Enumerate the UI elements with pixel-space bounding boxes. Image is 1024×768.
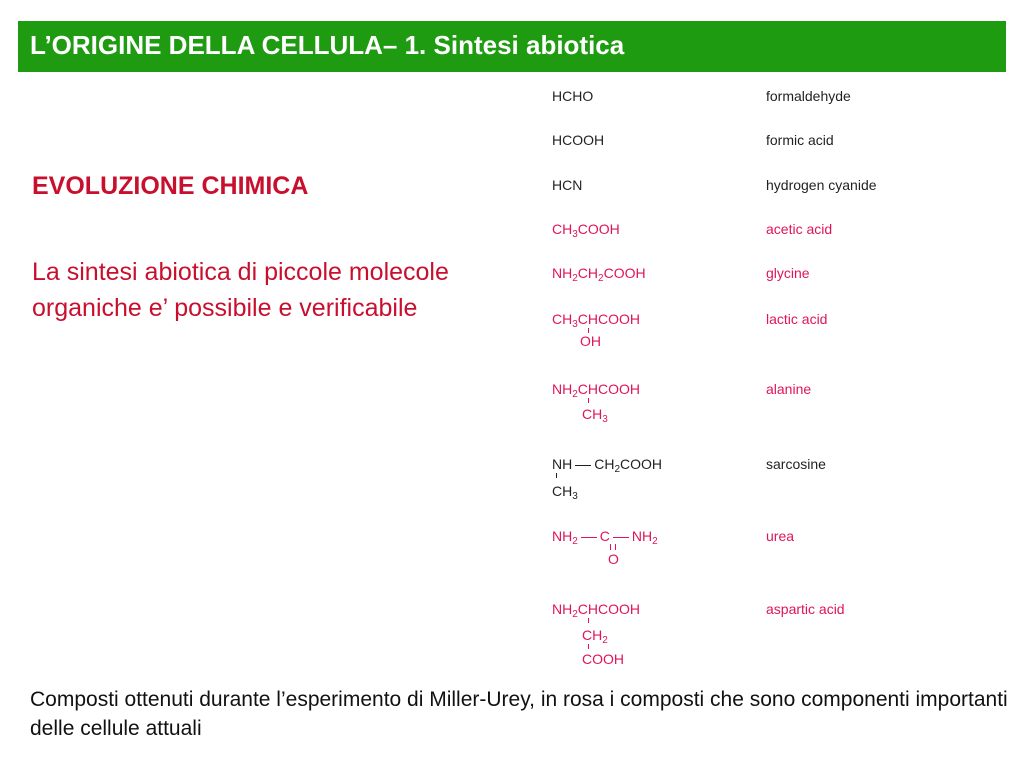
- bond-line: [613, 537, 629, 538]
- single-bond: [588, 618, 589, 623]
- formula-line: $NH_2$ C $NH_2$: [552, 528, 658, 547]
- formula-line: HCN: [552, 177, 583, 193]
- section-heading: EVOLUZIONE CHIMICA: [32, 172, 309, 200]
- formula-line: NH $CH_2COOH$: [552, 456, 663, 475]
- compound-name: formic acid: [766, 132, 834, 148]
- body-text: La sintesi abiotica di piccole molecole organiche e’ possibile e verificabile: [32, 258, 449, 322]
- formula-line: $NH_2CHCOOH$: [552, 381, 641, 400]
- bond-line: [581, 537, 597, 538]
- formula-line: $CH_3$: [582, 406, 608, 425]
- formula-line: HCHO: [552, 88, 594, 104]
- single-bond: [588, 398, 589, 403]
- formula-line: $CH_3COOH$: [552, 221, 620, 240]
- double-bond: [610, 544, 616, 550]
- formula-line: $CH_2$: [582, 627, 608, 646]
- formula-line: $NH_2CHCOOH$: [552, 601, 641, 620]
- compound-name: lactic acid: [766, 311, 828, 327]
- bond-line: [575, 465, 591, 466]
- formula-line: COOH: [582, 651, 624, 667]
- compound-name: acetic acid: [766, 221, 833, 237]
- compound-name: formaldehyde: [766, 88, 851, 104]
- compound-name: alanine: [766, 381, 812, 397]
- title-bar: [18, 21, 1006, 72]
- compound-name: sarcosine: [766, 456, 826, 472]
- compound-name: glycine: [766, 265, 810, 281]
- single-bond: [556, 473, 557, 478]
- compound-name: urea: [766, 528, 795, 544]
- compound-name: aspartic acid: [766, 601, 845, 617]
- compound-table: [552, 80, 992, 680]
- formula-line: HCOOH: [552, 132, 605, 148]
- formula-line: $NH_2CH_2COOH$: [552, 265, 646, 284]
- formula-line: $CH_3CHCOOH$: [552, 311, 641, 330]
- slide-title: L’ORIGINE DELLA CELLULA– 1. Sintesi abiotica: [30, 30, 625, 60]
- caption: Composti ottenuti durante l’esperimento di Miller-Urey, in rosa i composti che sono componenti importanti delle cellule attuali: [30, 688, 1008, 740]
- formula-line: OH: [580, 333, 601, 349]
- formula-line: O: [608, 551, 619, 567]
- formula-line: $CH_3$: [552, 483, 578, 502]
- compound-name: hydrogen cyanide: [766, 177, 877, 193]
- single-bond: [588, 328, 589, 333]
- single-bond: [588, 644, 589, 649]
